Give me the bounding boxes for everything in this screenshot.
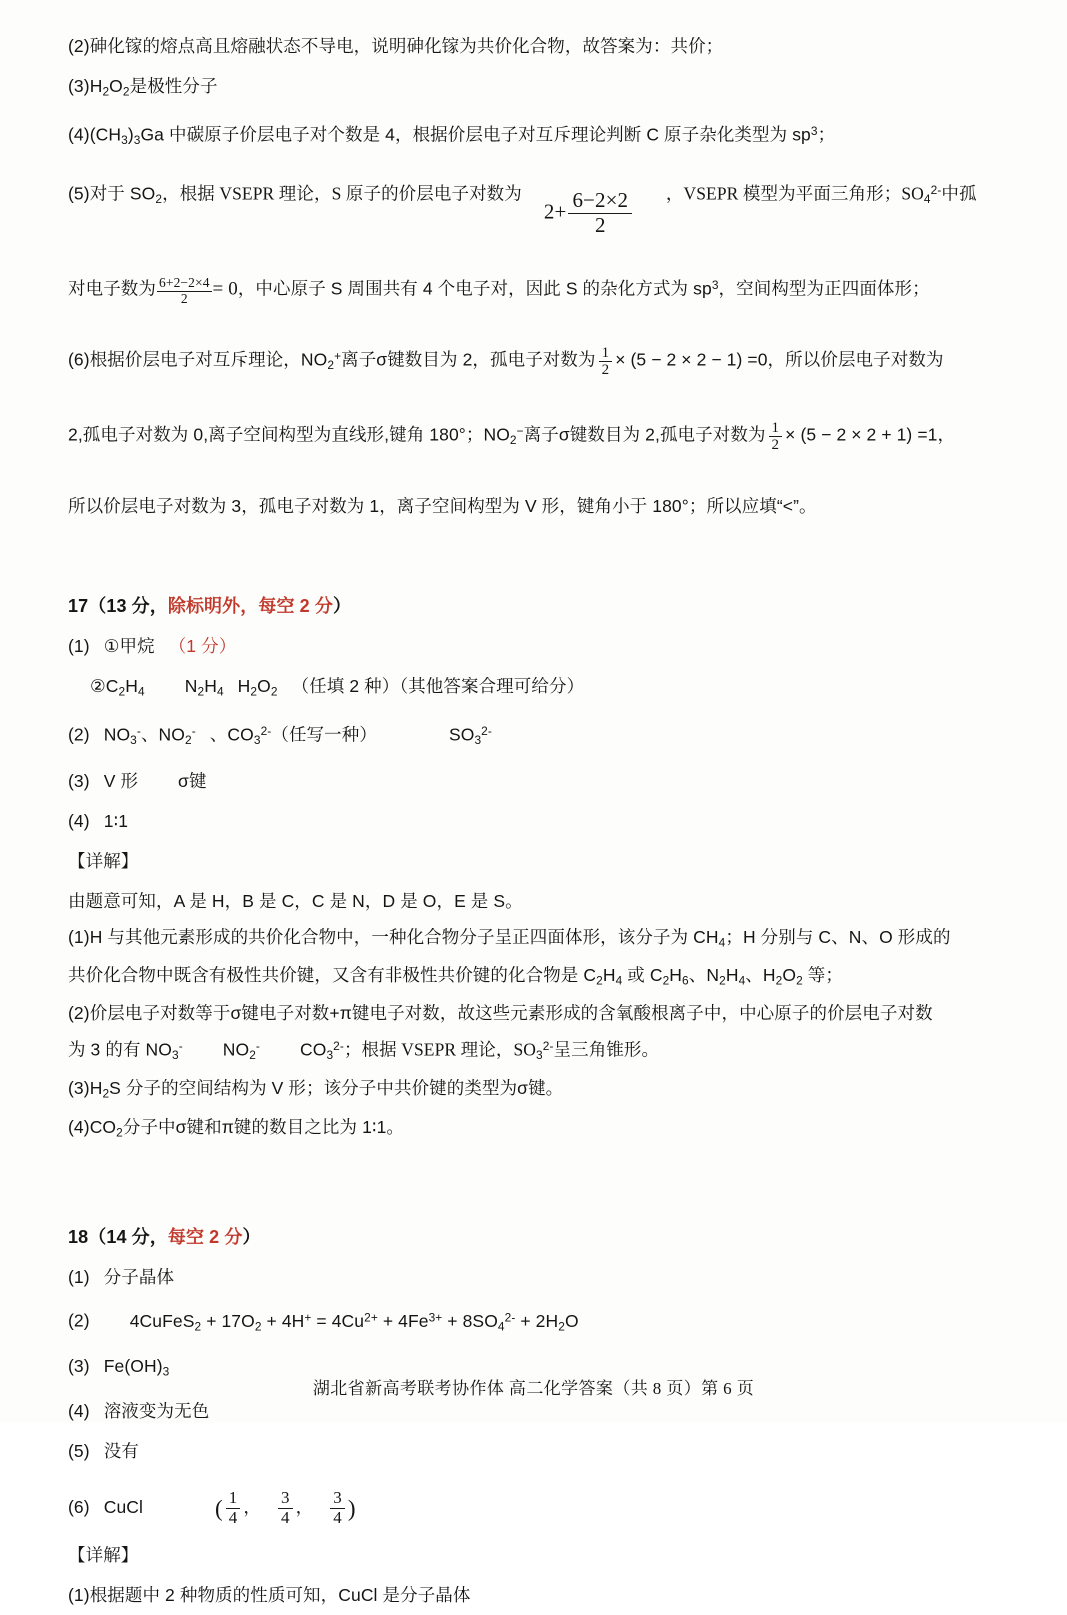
prev-part-6-a: (6)根据价层电子对互斥理论，NO [68,349,328,370]
sub: 2 [254,1318,262,1333]
answer-value-cucl: CuCl [103,1497,143,1518]
equation-part: + 8SO [442,1310,498,1331]
prev-part-5-l2d: ，空间构型为正四面体形； [718,279,930,300]
equation-part: = 4Cu [311,1310,365,1331]
q18-detail-1: (1)根据题中 2 种物质的性质可知，CuCl 是分子晶体 [68,1584,471,1605]
q17-detail-2-line2 [68,1030,1020,1072]
ion-no2: NO [222,1039,250,1060]
sub: 3 [130,733,137,748]
prev-part-3-prefix: (3)H [68,76,103,96]
prev-part-6-b: 离子σ键数目为 2，孤电子对数为 [341,349,596,370]
formula-part: H [602,964,616,985]
chemical-equation [130,1311,579,1331]
detail-text: 、H [745,964,776,985]
prev-part-4-end: ； [817,125,836,146]
score-suffix: ） [332,596,352,617]
q18-answer-6 [68,1481,1020,1535]
equation-part: + 4Fe [377,1310,429,1331]
sub: 3 [253,733,261,748]
prev-part-6-l2b: 离子σ键数目为 2,孤电子对数为 [523,424,766,445]
prev-part-6-d: ，所以价层电子对数为 [767,349,944,370]
prev-part-5-c: ，VSEPR 模型为平面三角形；SO [665,184,924,205]
sub: 2 [596,973,603,988]
prev-part-5-d: 中孤 [941,184,977,205]
answer-value-bond: σ键 [178,770,207,791]
sub: 2 [662,973,670,988]
sub: 2 [155,192,163,207]
answer-label: (5) [68,1441,90,1462]
prev-part-3-mid: O [109,76,123,96]
sup: - [178,1039,183,1054]
answer-label: (4) [68,1401,90,1422]
q17-detail-1-line1 [68,921,1020,959]
denominator: 2 [157,291,212,307]
sup: 2- [504,1309,516,1324]
numerator: 1 [228,1487,238,1507]
prev-part-2: (2)砷化镓的熔点高且熔融状态不导电，说明砷化镓为共价化合物，故答案为：共价； [68,36,724,56]
sub: 2 [102,84,110,99]
answer-label: (1) [68,636,90,657]
q17-detail-4 [68,1111,1020,1149]
question-18-header [68,1217,1020,1257]
q17-answer-1 [68,626,1020,666]
detail-text: 等； [802,964,843,985]
sub: 2 [185,733,192,748]
frac-whole: 2+ [543,199,567,224]
equation-part: + 17O [201,1310,255,1331]
sub: 4 [216,684,224,699]
answer-label: (4) [68,810,90,831]
sub: 2 [327,358,335,373]
sub: 3 [121,133,128,148]
coordinate-fraction-3 [330,1489,345,1527]
detail-text: (4)CO [68,1116,117,1137]
score-suffix: ） [242,1226,261,1247]
sub: 4 [497,1318,505,1333]
prev-part-5-line2 [68,265,1020,310]
denominator: 2 [568,213,632,238]
sub: 3 [536,1048,543,1063]
sub: 2 [270,684,278,699]
sub: 3 [171,1048,179,1063]
answer-label: (1) [68,1266,90,1287]
numerator: 1 [601,344,610,361]
q17-answer-1b [68,666,1020,711]
ion-no3: NO [103,725,131,746]
answer-label: (2) [68,725,90,746]
ion-co3: CO [299,1039,327,1060]
q17-detail-0: 由题意可知，A 是 H，B 是 C，C 是 N，D 是 O，E 是 S。 [68,890,523,911]
coordinate-fraction-2 [278,1489,293,1527]
prev-part-5-l2a: 对电子数为 [68,279,156,300]
circled-two: ② [90,676,106,697]
sub: 2 [118,684,126,699]
prev-part-6-line2 [68,411,1020,460]
prev-part-6-l2c: × (5 − 2 × 2 + 1) =1 [785,424,938,445]
formula-h2o2: H [237,676,251,697]
prev-part-3-suffix: 是极性分子 [129,76,218,96]
detail-text: (3)H [68,1078,103,1099]
q17-answer-3 [68,761,1020,801]
numerator: 6+2−2×4 [159,274,210,290]
prev-part-5-l2c: ，中心原子 S 周围共有 4 个电子对，因此 S 的杂化方式为 sp [237,279,712,300]
prev-part-3 [68,66,1020,111]
q17-detail-header: 【详解】 [68,850,139,871]
q17-detail-3 [68,1072,1020,1110]
sub: 2 [719,973,726,988]
sup: 2+ [364,1309,378,1324]
sup: - [255,1039,260,1054]
score-note-red: 每空 2 分 [167,1226,243,1247]
equation-part: + 4H [261,1310,305,1331]
sub: 3 [133,133,141,148]
detail-text: 分子中σ键和π键的数目之比为 1∶1。 [122,1116,405,1137]
answer-label: (3) [68,770,90,791]
score-prefix: （13 分， [88,596,168,617]
half-fraction [769,420,783,454]
q18-detail-header: 【详解】 [68,1544,139,1565]
score-prefix: （14 分， [88,1226,168,1247]
answer-value-shape: V 形 [103,770,139,791]
detail-text: (1)H 与其他元素形成的共价化合物中，一种化合物分子呈正四面体形，该分子为 CH [68,926,719,947]
equation-part: O [564,1310,579,1331]
lone-pair-fraction [157,276,212,306]
half-fraction [599,345,613,379]
answer-value-ratio: 1∶1 [103,810,129,831]
q17-detail-1-line2 [68,959,1020,997]
sub: 2 [194,1318,202,1333]
prev-part-5-b: ，根据 VSEPR 理论，S 原子的价层电子对数为 [162,184,522,205]
denominator: 2 [599,361,613,379]
q18-answer-2 [68,1297,1020,1346]
prev-part-5-a: (5)对于 SO [68,184,156,205]
ion-no2: NO [158,725,185,746]
prev-part-6-l2a: 2,孤电子对数为 0,离子空间构型为直线形,键角 180°；NO [68,424,510,445]
sub: 2 [116,1124,123,1139]
answer-label: (2) [68,1310,90,1331]
sub: 6 [682,973,689,988]
answer-value: 没有 [103,1441,139,1462]
prev-part-4-mid: ) [127,125,134,146]
sub: 2 [558,1318,565,1333]
sup: + [334,349,342,364]
sup: 2- [542,1039,554,1054]
sup: - [136,724,141,739]
detail-text: ；根据 VSEPR 理论，SO [343,1039,537,1060]
denominator: 4 [278,1508,293,1528]
prev-part-5-line1 [68,170,1020,237]
ion-co3: CO [227,725,254,746]
separator: 、 [209,725,228,746]
circled-one: ① [103,636,120,657]
sub: 3 [326,1048,334,1063]
coordinate-fraction-1 [226,1489,241,1527]
sup: 2- [333,1039,344,1054]
formula-part: O [257,676,271,697]
answer-label: (3) [68,1355,90,1376]
formula-part: H [669,964,683,985]
answer-value: 分子晶体 [103,1266,175,1287]
sub: 2 [197,684,205,699]
detail-text: ；H 分别与 C、N、O 形成的 [725,926,951,947]
answer-value: 溶液变为无色 [103,1401,210,1422]
sub: 2 [122,84,130,99]
ion-so3: SO [448,725,475,746]
sub: 3 [162,1364,170,1379]
coord-separator: ， [243,1497,261,1518]
sup: 2- [260,724,272,739]
coord-separator: ， [295,1497,314,1518]
separator: 、 [140,725,159,746]
formula-feoh3: Fe(OH) [103,1355,163,1376]
detail-text: S 分子的空间结构为 V 形；该分子中共价键的类型为σ键。 [109,1078,564,1099]
sub: 2 [102,1086,110,1101]
question-number: 17 [68,596,89,617]
sub: 4 [738,973,746,988]
formula-part: O [782,964,797,985]
q17-answer-2 [68,711,1020,760]
numerator: 3 [333,1487,342,1507]
detail-text: 或 C [622,964,663,985]
prev-part-6-l2d: ， [937,424,956,445]
sup: + [304,1309,312,1324]
paren-open: ( [215,1495,223,1521]
prev-part-4-text: Ga 中碳原子价层电子对个数是 4，根据价层电子对互斥理论判断 C 原子杂化类型为 sp [140,125,811,146]
detail-text: 、N [688,964,720,985]
sup: 3+ [428,1309,443,1324]
score-note-red: 除标明外，每空 2 分 [167,596,333,617]
sup: 3 [711,278,719,293]
sub: 4 [718,934,726,949]
sup: 3 [810,124,818,139]
prev-part-5-l2b: = 0 [212,279,238,301]
sub: 3 [474,733,482,748]
prev-part-4 [68,111,1020,160]
prev-part-6-line1 [68,336,1020,385]
formula-part: H [725,964,739,985]
detail-text: 为 3 的有 NO [68,1039,172,1060]
sub: 2 [775,973,783,988]
page-footer: 湖北省新高考联考协作体 高二化学答案（共 8 页）第 6 页 [312,1379,755,1398]
numerator: 6−2×2 [572,188,629,213]
detail-text: 共价化合物中既含有极性共价键，又含有非极性共价键的化合物是 C [68,964,597,985]
formula-c2h4: C [105,676,119,697]
prev-part-6-c: × (5 − 2 × 2 − 1) =0 [615,349,768,370]
q17-answer-4 [68,801,1020,841]
denominator: 4 [226,1508,241,1528]
formula-part: H [125,676,139,697]
partial-score-note: （1 分） [168,636,237,657]
sub: 4 [138,684,145,699]
sub: 2 [250,684,258,699]
numerator: 3 [280,1487,290,1507]
sub: 4 [923,192,931,207]
vsepr-fraction [568,189,632,237]
equation-part: 4CuFeS [129,1310,195,1331]
sub: 4 [615,973,623,988]
formula-part: H [204,676,217,697]
question-17-header [68,586,1020,626]
sup: - [191,724,196,739]
denominator: 4 [330,1508,345,1528]
question-number: 18 [68,1226,89,1247]
q18-answer-1 [68,1257,1020,1297]
sub: 2 [509,433,517,448]
sup: 2- [481,724,492,739]
answer-note: （任写一种） [271,725,377,746]
numerator: 1 [771,419,780,436]
answer-label: (6) [68,1497,90,1518]
denominator: 2 [769,436,783,454]
sup: − [516,424,524,439]
equation-part: + 2H [515,1310,559,1331]
sup: 2- [930,183,942,198]
q18-answer-5 [68,1431,1020,1471]
answer-note: （任填 2 种）（其他答案合理可给分） [291,676,585,697]
answer-value: 甲烷 [119,636,155,657]
sub: 2 [249,1048,256,1063]
sub: 2 [796,973,803,988]
q17-detail-2-line1: (2)价层电子对数等于σ键电子对数+π键电子对数，故这些元素形成的含氧酸根离子中，中心原子的价层电子对数 [68,1003,933,1024]
formula-n2h4: N [184,676,198,697]
prev-part-4-prefix: (4)(CH [68,125,122,146]
detail-text: 呈三角锥形。 [553,1039,660,1060]
prev-part-6-line3: 所以价层电子对数为 3，孤电子对数为 1，离子空间构型为 V 形，键角小于 180°；所以应填“<”。 [68,496,817,517]
paren-close: ) [347,1495,356,1521]
